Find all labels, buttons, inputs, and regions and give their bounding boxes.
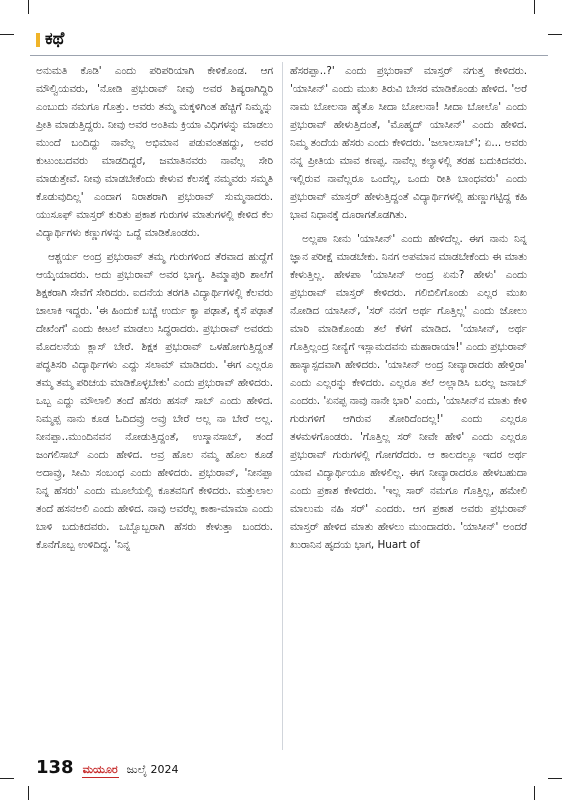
paragraph: ಹೆಸರಪ್ಪಾ..?' ಎಂದು ಪ್ರಭುರಾವ್ ಮಾಸ್ತರ್ ನಗುತ್ತ ಕೇಳಿದರು. 'ಯಾಸೀನ್' ಎಂದು ಮುಖ ತಿರುವಿ ಬೇಸರ ಮಾಡಿಕೊಂಡು ಹೇಳಿದ. 'ಅರೆ ನಾಮ ಬೋಲನಾ ಹೈತೊ ಸೀದಾ ಬೋಲನಾ! ಸೀದಾ ಬೋಲೊ' ಎಂದು ಪ್ರಭುರಾವ್ ಹೇಳುತ್ತಿದಂತೆ, 'ಮೊಹ್ಮದ್ ಯಾಸೀನ್' ಎಂದು ಹೇಳಿದ. ನಿಮ್ಮ ತಂದೆಯ ಹೆಸರು ಎಂದು ಕೇಳಿದರು. 'ಜಲಾಲಸಾಬ್'; ಏ... ಅವರು ನನ್ನ ಪ್ರೀತಿಯ ಮಾವ ಕಣಪ್ಪ. ನಾವೆಲ್ಲ ಕಲ್ಯಾಳಲ್ಲಿ ತರಹ ಬದುಕಿದವರು. ಇಲ್ಲಿರುವ ನಾವೆಲ್ಲರೂ ಒಂದೆಲ್ಲ, ಒಂದು ರೀತಿ ಬಾಂಧವರು' ಎಂದು ಪ್ರಭುರಾವ್ ಮಾಸ್ತರ್ ಹೇಳುತ್ತಿದ್ದಂತೆ ವಿದ್ಯಾರ್ಥಿಗಳಲ್ಲಿ ಹುಣ್ಣುಗಟ್ಟಿದ್ದ ಕಹಿ ಭಾವ ನಿಧಾನಕ್ಕೆ ದೂರಾಗತೊಡಗಿತು. — [290, 65, 527, 221]
left-column — [36, 62, 273, 554]
page-number: 138 — [36, 757, 74, 778]
right-column — [290, 62, 527, 554]
crop-mark — [0, 34, 14, 35]
section-title: ಕಥೆ — [45, 29, 65, 49]
header-rule — [30, 55, 548, 56]
magazine-logo: ಮಯೂರ — [82, 763, 118, 776]
paragraph: ಅಲ್ಲಪಾ ನೀನು 'ಯಾಸೀನ್' ಎಂದು ಹೇಳಿದೆಲ್ಲ. ಈಗ ನಾನು ನಿನ್ನ ಜ್ಞಾನ ಪರೀಕ್ಷೆ ಮಾಡಬೇಕು. ನಿನಗ ಅಪಮಾನ ಮಾಡಬೇಕೆಂದು ಈ ಮಾತು ಕೇಳುತ್ತಿಲ್ಲ. ಹೇಳಪಾ 'ಯಾಸೀನ್ ಅಂದ್ರ ಏನು? ಹೇಳು' ಎಂದು ಪ್ರಭುರಾವ್ ಮಾಸ್ತರ್ ಕೇಳಿದರು. ಗಲಿಬಿಲಿಗೊಂಡು ಎಲ್ಲರ ಮುಖ ನೋಡಿದ ಯಾಸೀನ್, 'ಸರ್ ನನಗೆ ಅರ್ಥ ಗೊತ್ತಿಲ್ಲ' ಎಂದು ಜೋಲು ಮಾರಿ ಮಾಡಿಕೊಂಡು ತಲೆ ಕೆಳಗೆ ಮಾಡಿದ. 'ಯಾಸೀನ್, ಅರ್ಥ ಗೊತ್ತಿಲ್ಲಂದ್ರ ನೀನ್ಯೆಗೆ ಇಸ್ಲಾಮದವನು ಮಹಾರಾಯಾ!' ಎಂದು ಪ್ರಭುರಾವ್ ಹಾಸ್ಯಾಸ್ಪದವಾಗಿ ಹೇಳಿದರು. 'ಯಾಸೀನ್ ಅಂದ್ರ ನೀವ್ಯಾರಾದರು ಹೇಳ್ತಿರಾ' ಎಂದು ಎಲ್ಲರನ್ನು ಕೇಳಿದರು. ಎಲ್ಲರೂ ತಲೆ ಅಲ್ಲಾಡಿಸಿ ಬರಲ್ಲ ಜನಾಬ್ ಎಂದರು. 'ಏನಪ್ಪ ನಾವು ನಾನೇ ಭಾರಿ' ಎಂದು, 'ಯಾಸೀನ್‌ನ ಮಾತು ಕೇಳಿ ಗುರುಗಳಿಗೆ ಆಗಿರುವ ತೋರಿದೆಂದಲ್ಲ!' ಎಂದು ಎಲ್ಲರೂ ತಳಮಳಗೊಂಡರು. 'ಗೊತ್ತಿಲ್ಲ ಸರ್ ನೀವೇ ಹೇಳಿ' ಎಂದು ಎಲ್ಲರೂ ಪ್ರಭುರಾವ್ ಗುರುಗಳಲ್ಲಿ ಗೋಗರೆದರು. ಆ ಕಾಲದಲ್ಲೂ ಇದರ ಅರ್ಥ ಯಾವ ವಿದ್ಯಾರ್ಥಿಯೂ ಹೇಳಲಿಲ್ಲ. ಈಗ ನೀವ್ಯಾರಾದರೂ ಹೇಳಬಹುದಾ ಎಂದು ಪ್ರಕಾಶ ಕೇಳಿದರು. 'ಇಲ್ಲ ಸಾರ್ ನಮಗೂ ಗೊತ್ತಿಲ್ಲ, ಹಮೇಲಿ ಮಾಲುಮ ನಹಿ ಸರ್' ಎಂದರು. ಆಗ ಪ್ರಕಾಶ ಅವರು ಪ್ರಭುರಾವ್ ಮಾಸ್ತರ್ ಹೇಳಿದ ಮಾತು ಹೇಳಲು ಮುಂದಾದರು. 'ಯಾಸೀನ್' ಅಂದರೆ ಖುರಾನಿನ ಹೃದಯ ಭಾಗ, Huart of — [290, 233, 528, 551]
section-accent-bar — [36, 33, 40, 47]
crop-mark — [548, 778, 562, 779]
paragraph: ಆಶ್ಚರ್ಯ ಅಂದ್ರ ಪ್ರಭುರಾವ್ ತಮ್ಮ ಗುರುಗಳಿಂದ ತೆರವಾದ ಹುದ್ದೆಗೆ ಆಯ್ಕೆಯಾದರು. ಅದು ಪ್ರಭುರಾವ್ ಅವರ ಭಾಗ್ಯ. ತಿಮ್ಮಾಪುರಿ ಶಾಲೆಗೆ ಶಿಕ್ಷಕರಾಗಿ ಸೇವೆಗೆ ಸೇರಿದರು. ಐದನೆಯ ತರಗತಿ ವಿದ್ಯಾರ್ಥಿಗಳಲ್ಲಿ ಕೆಲವರು ಚಾಲಾಕಿ ಇದ್ದರು. 'ಈ ಹಿಂದುಕೆ ಬಚ್ಚೆ ಉರ್ದು ಕ್ಯಾ ಪಢಾತೆ, ಕೈಸೆ ಪಢಾತೆ ದೇಖೆಂಗೆ' ಎಂದು ಕೀಟಲೆ ಮಾಡಲು ಸಿದ್ಧರಾದರು. ಪ್ರಭುರಾವ್ ಅವರದು ಮೊದಲನೆಯ ಕ್ಲಾಸ್ ಬೇರೆ. ಶಿಕ್ಷಕ ಪ್ರಭುರಾವ್ ಒಳಹೋಗುತ್ತಿದ್ದಂತೆ ಪದ್ಧತಿಸರಿ ವಿದ್ಯಾರ್ಥಿಗಳು ಎದ್ದು ಸಲಾಮ್ ಮಾಡಿದರು. 'ಈಗ ಎಲ್ಲರೂ ತಮ್ಮ ತಮ್ಮ ಪರಿಚಯ ಮಾಡಿಕೊಳ್ಳಬೇಕು' ಎಂದು ಪ್ರಭುರಾವ್ ಹೇಳಿದರು. ಒಬ್ಬ ಎದ್ದು ಮೌಲಾಲಿ ತಂದೆ ಹೆಸರು ಹಸನ್ ಸಾಬ್ ಎಂದು ಹೇಳಿದ. ನಿಮ್ಮಪ್ಪ ನಾನು ಕೂಡ ಓದಿದವ್ರು ಅವ್ರು ಬೇರೆ ಅಲ್ಲ ನಾ ಬೇರೆ ಅಲ್ಲ. ನೀನಪ್ಪಾ..ಮುಂದಿನವನ ನೋಡುತ್ತಿದ್ದಂತೆ, ಉಸ್ಮಾನಸಾಬ್, ತಂದೆ ಜಂಗಲಿಸಾಬ್ ಎಂದು ಹೇಳಿದ. ಅವ್ರ ಹೊಲ ನಮ್ಮ ಹೊಲ ಕೂಡೆ ಅದಾವ್ರು, ಸೀಮಿ ಸಂಬಂಧ ಎಂದು ಹೇಳಿದರು. ಪ್ರಭುರಾವ್, 'ನೀನಪ್ಪಾ ನಿನ್ನ ಹೆಸರು' ಎಂದು ಮೂಲೆಯಲ್ಲಿ ಕೂತವನಿಗೆ ಕೇಳಿದರು. ಮತ್ತುಲಾಲ ತಂದೆ ಹಸನಅಲಿ ಎಂದು ಹೇಳಿದ. ನಾವು ಅವರೆಲ್ಲ ಕಾಕಾ-ಮಾಮಾ ಎಂದು ಬಾಳಿ ಬದುಕಿದವರು. ಒಬ್ಬೊಬ್ಬರಾಗಿ ಹೆಸರು ಕೇಳುತ್ತಾ ಬಂದರು. ಕೊನೆಗೊಬ್ಬ ಉಳಿದಿದ್ದ. 'ನಿನ್ನ — [36, 251, 273, 551]
crop-mark — [28, 786, 29, 800]
page-footer — [36, 757, 178, 778]
crop-mark — [0, 778, 14, 779]
crop-mark — [28, 0, 29, 14]
issue-date: ಜುಲೈ 2024 — [126, 763, 179, 776]
crop-mark — [534, 786, 535, 800]
crop-mark — [534, 0, 535, 14]
crop-mark — [548, 34, 562, 35]
column-divider — [282, 62, 283, 750]
paragraph: ಅನುಮತಿ ಕೊಡಿ' ಎಂದು ಪರಿಪರಿಯಾಗಿ ಕೇಳಿಕೊಂಡ. ಆಗ ಮೌಲ್ವಿಯವರು, 'ನೋಡಿ ಪ್ರಭುರಾವ್ ನೀವು ಅವರ ಶಿಷ್ಯರಾಗಿದ್ದಿರಿ ಎಂಬುದು ನಮಗೂ ಗೊತ್ತು. ಅವರು ತಮ್ಮ ಮಕ್ಕಳಿಗಿಂತ ಹೆಚ್ಚಿಗೆ ನಿಮ್ಮನ್ನು ಪ್ರೀತಿ ಮಾಡುತ್ತಿದ್ದರು. ನೀವು ಅವರ ಅಂತಿಮ ಕ್ರಿಯಾ ವಿಧಿಗಳನ್ನು ಮಾಡಲು ಮುಂದೆ ಬಂದಿದ್ದು ನಾವೆಲ್ಲ ಅಭಿಮಾನ ಪಡುವಂತಹದ್ದು, ಅವರ ಕುಟುಂಬದವರು ಮಾಡದಿದ್ದರೆ, ಜಮಾತಿನವರು ನಾವೆಲ್ಲ ಸೇರಿ ಮಾಡುತ್ತೇವೆ. ನೀವು ಮಾಡಬೇಕೆಂದು ಕೇಳುವ ಕೆಲಸಕ್ಕೆ ನಮ್ಮವರು ಸಮ್ಮತಿ ಕೊಡುವುದಿಲ್ಲ' ಎಂದಾಗ ನಿರಾಶರಾಗಿ ಪ್ರಭುರಾವ್ ಸುಮ್ಮನಾದರು. ಯುಸೂಫ್ ಮಾಸ್ತರ್ ಕುರಿತು ಪ್ರಕಾಶ ಗುರುಗಳ ಮಾತುಗಳಲ್ಲಿ ಕೇಳಿದ ಕೆಲ ವಿದ್ಯಾರ್ಥಿಗಳು ಕಣ್ಣುಗಳನ್ನು ಒದ್ದೆ ಮಾಡಿಕೊಂಡರು. — [36, 65, 273, 239]
